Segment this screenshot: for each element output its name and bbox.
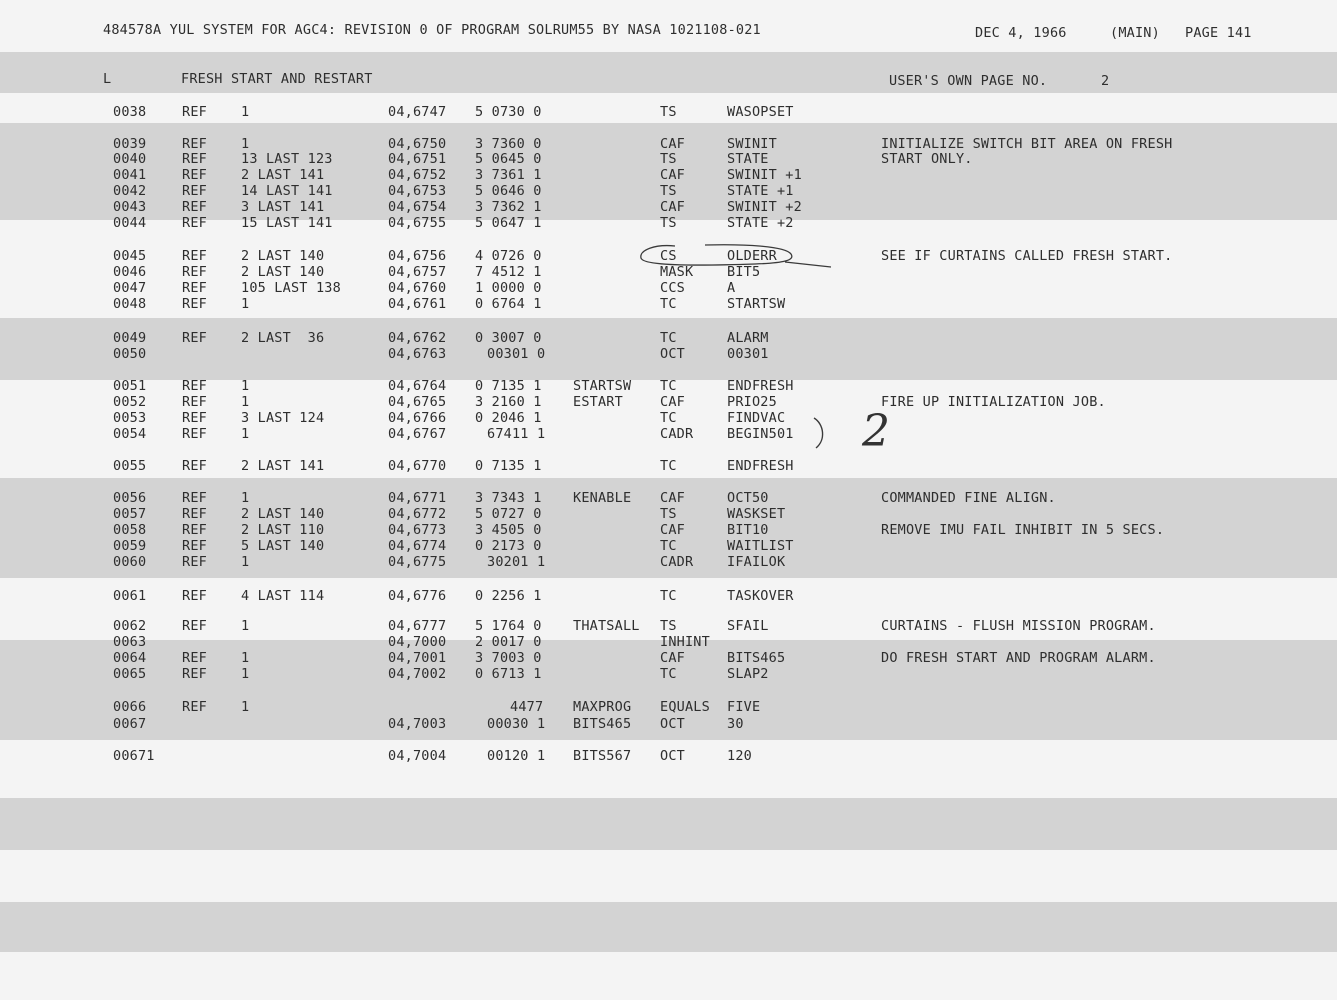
octal-code: 0 2256 1 — [475, 588, 542, 604]
address: 04,6764 — [388, 378, 447, 394]
address: 04,6750 — [388, 136, 447, 152]
line-number: 0055 — [113, 458, 147, 474]
line-number: 0059 — [113, 538, 147, 554]
comment: CURTAINS - FLUSH MISSION PROGRAM. — [881, 618, 1156, 634]
operand: WASOPSET — [727, 104, 794, 120]
octal-code: 5 1764 0 — [475, 618, 542, 634]
handwritten-number: 2 — [862, 406, 891, 457]
ref-keyword: REF — [182, 167, 207, 183]
line-number: 0067 — [113, 716, 147, 732]
operand: 00301 — [727, 346, 769, 362]
ref-count: 1 — [241, 618, 250, 634]
ref-count: 2 LAST 141 — [241, 167, 325, 183]
operand: STATE — [727, 151, 769, 167]
address: 04,7004 — [388, 748, 447, 764]
address: 04,6757 — [388, 264, 447, 280]
operand: STARTSW — [727, 296, 786, 312]
operand: PRIO25 — [727, 394, 777, 410]
ref-count: 1 — [241, 104, 250, 120]
opcode: TC — [660, 410, 677, 426]
line-number: 0040 — [113, 151, 147, 167]
line-number: 0058 — [113, 522, 147, 538]
opcode: TC — [660, 538, 677, 554]
users-page-number: 2 — [1101, 73, 1110, 89]
ref-count: 1 — [241, 699, 250, 715]
opcode: CAF — [660, 394, 685, 410]
line-number: 0039 — [113, 136, 147, 152]
ref-count: 1 — [241, 426, 250, 442]
ref-keyword: REF — [182, 248, 207, 264]
page-header-page: PAGE 141 — [1185, 25, 1252, 41]
line-number: 0065 — [113, 666, 147, 682]
line-number: 0041 — [113, 167, 147, 183]
line-number: 0062 — [113, 618, 147, 634]
address: 04,6755 — [388, 215, 447, 231]
paper-band — [0, 952, 1337, 1000]
operand: WAITLIST — [727, 538, 794, 554]
line-number: 0052 — [113, 394, 147, 410]
address: 04,6765 — [388, 394, 447, 410]
ref-keyword: REF — [182, 394, 207, 410]
ref-count: 2 LAST 140 — [241, 248, 325, 264]
line-number: 00671 — [113, 748, 155, 764]
octal-code: 3 7361 1 — [475, 167, 542, 183]
octal-code: 0 3007 0 — [475, 330, 542, 346]
comment: COMMANDED FINE ALIGN. — [881, 490, 1056, 506]
opcode: TS — [660, 618, 677, 634]
opcode: TS — [660, 506, 677, 522]
line-number: 0061 — [113, 588, 147, 604]
operand: SWINIT +1 — [727, 167, 802, 183]
ref-count: 1 — [241, 490, 250, 506]
operand: BEGIN501 — [727, 426, 794, 442]
octal-code: 0 6713 1 — [475, 666, 542, 682]
line-number: 0042 — [113, 183, 147, 199]
comment: SEE IF CURTAINS CALLED FRESH START. — [881, 248, 1173, 264]
address: 04,6772 — [388, 506, 447, 522]
address: 04,7000 — [388, 634, 447, 650]
ref-count: 2 LAST 141 — [241, 458, 325, 474]
operand: FIVE — [727, 699, 761, 715]
octal-code: 00030 1 — [487, 716, 546, 732]
symbol-label: BITS567 — [573, 748, 632, 764]
operand: FINDVAC — [727, 410, 786, 426]
paper-band — [0, 798, 1337, 850]
address: 04,6773 — [388, 522, 447, 538]
ref-count: 14 LAST 141 — [241, 183, 333, 199]
line-number: 0057 — [113, 506, 147, 522]
subheader-title: FRESH START AND RESTART — [181, 71, 373, 87]
line-number: 0060 — [113, 554, 147, 570]
octal-code: 00120 1 — [487, 748, 546, 764]
address: 04,7001 — [388, 650, 447, 666]
operand: 120 — [727, 748, 752, 764]
operand: STATE +1 — [727, 183, 794, 199]
address: 04,6754 — [388, 199, 447, 215]
line-number: 0054 — [113, 426, 147, 442]
line-number: 0045 — [113, 248, 147, 264]
octal-code: 0 7135 1 — [475, 458, 542, 474]
ref-keyword: REF — [182, 588, 207, 604]
opcode: TS — [660, 151, 677, 167]
ref-count: 1 — [241, 666, 250, 682]
operand: BITS465 — [727, 650, 786, 666]
opcode: TS — [660, 183, 677, 199]
ref-count: 13 LAST 123 — [241, 151, 333, 167]
comment: FIRE UP INITIALIZATION JOB. — [881, 394, 1106, 410]
address: 04,6747 — [388, 104, 447, 120]
ref-keyword: REF — [182, 666, 207, 682]
octal-code: 5 0730 0 — [475, 104, 542, 120]
octal-code: 4 0726 0 — [475, 248, 542, 264]
opcode: CAF — [660, 136, 685, 152]
symbol-label: MAXPROG — [573, 699, 632, 715]
address: 04,6752 — [388, 167, 447, 183]
ref-count: 1 — [241, 650, 250, 666]
ref-count: 2 LAST 140 — [241, 506, 325, 522]
symbol-label: THATSALL — [573, 618, 640, 634]
opcode: TS — [660, 104, 677, 120]
ref-count: 3 LAST 124 — [241, 410, 325, 426]
line-number: 0066 — [113, 699, 147, 715]
ref-keyword: REF — [182, 426, 207, 442]
comment: DO FRESH START AND PROGRAM ALARM. — [881, 650, 1156, 666]
address: 04,6770 — [388, 458, 447, 474]
opcode: OCT — [660, 346, 685, 362]
operand: BIT5 — [727, 264, 761, 280]
opcode: EQUALS — [660, 699, 710, 715]
octal-code: 5 0727 0 — [475, 506, 542, 522]
address: 04,6771 — [388, 490, 447, 506]
opcode: TC — [660, 330, 677, 346]
ref-keyword: REF — [182, 506, 207, 522]
opcode: TS — [660, 215, 677, 231]
ref-keyword: REF — [182, 183, 207, 199]
ref-count: 1 — [241, 296, 250, 312]
symbol-label: STARTSW — [573, 378, 632, 394]
octal-code: 67411 1 — [487, 426, 546, 442]
operand: OCT50 — [727, 490, 769, 506]
line-number: 0051 — [113, 378, 147, 394]
ref-keyword: REF — [182, 618, 207, 634]
ref-count: 2 LAST 140 — [241, 264, 325, 280]
operand: SFAIL — [727, 618, 769, 634]
opcode: TC — [660, 458, 677, 474]
operand: ENDFRESH — [727, 378, 794, 394]
address: 04,6774 — [388, 538, 447, 554]
line-number: 0056 — [113, 490, 147, 506]
octal-code: 2 0017 0 — [475, 634, 542, 650]
octal-code: 3 7003 0 — [475, 650, 542, 666]
opcode: OCT — [660, 748, 685, 764]
opcode: TC — [660, 378, 677, 394]
ref-count: 4 LAST 114 — [241, 588, 325, 604]
octal-code: 0 2046 1 — [475, 410, 542, 426]
ref-keyword: REF — [182, 522, 207, 538]
line-number: 0053 — [113, 410, 147, 426]
opcode: CAF — [660, 650, 685, 666]
handwritten-bracket-mark — [810, 414, 910, 464]
opcode: CAF — [660, 167, 685, 183]
address: 04,6767 — [388, 426, 447, 442]
octal-code: 5 0646 0 — [475, 183, 542, 199]
operand: A — [727, 280, 736, 296]
ref-keyword: REF — [182, 280, 207, 296]
opcode: CAF — [660, 490, 685, 506]
paper-band — [0, 850, 1337, 902]
ref-count: 3 LAST 141 — [241, 199, 325, 215]
operand: OLDERR — [727, 248, 777, 264]
ref-keyword: REF — [182, 538, 207, 554]
opcode: CAF — [660, 522, 685, 538]
ref-count: 1 — [241, 136, 250, 152]
ref-keyword: REF — [182, 296, 207, 312]
operand: WASKSET — [727, 506, 786, 522]
operand: SWINIT — [727, 136, 777, 152]
ref-keyword: REF — [182, 151, 207, 167]
ref-keyword: REF — [182, 199, 207, 215]
opcode: INHINT — [660, 634, 710, 650]
octal-code: 5 0645 0 — [475, 151, 542, 167]
octal-code: 30201 1 — [487, 554, 546, 570]
address: 04,6777 — [388, 618, 447, 634]
address: 04,6761 — [388, 296, 447, 312]
ref-keyword: REF — [182, 410, 207, 426]
address: 04,6751 — [388, 151, 447, 167]
octal-code: 3 7362 1 — [475, 199, 542, 215]
symbol-label: BITS465 — [573, 716, 632, 732]
operand: SWINIT +2 — [727, 199, 802, 215]
octal-code: 0 6764 1 — [475, 296, 542, 312]
octal-code: 5 0647 1 — [475, 215, 542, 231]
octal-code: 00301 0 — [487, 346, 546, 362]
octal-code: 0 2173 0 — [475, 538, 542, 554]
octal-code: 1 0000 0 — [475, 280, 542, 296]
address: 04,6775 — [388, 554, 447, 570]
octal-code: 3 2160 1 — [475, 394, 542, 410]
ref-count: 2 LAST 36 — [241, 330, 325, 346]
opcode: MASK — [660, 264, 694, 280]
address: 04,6753 — [388, 183, 447, 199]
page-header-section: (MAIN) — [1110, 25, 1160, 41]
opcode: OCT — [660, 716, 685, 732]
octal-code: 0 7135 1 — [475, 378, 542, 394]
ref-keyword: REF — [182, 104, 207, 120]
ref-count: 2 LAST 110 — [241, 522, 325, 538]
ref-keyword: REF — [182, 378, 207, 394]
operand: ENDFRESH — [727, 458, 794, 474]
address: 04,7002 — [388, 666, 447, 682]
line-number: 0038 — [113, 104, 147, 120]
comment: START ONLY. — [881, 151, 973, 167]
operand: IFAILOK — [727, 554, 786, 570]
line-number: 0048 — [113, 296, 147, 312]
opcode: TC — [660, 588, 677, 604]
address: 04,6776 — [388, 588, 447, 604]
address: 04,6756 — [388, 248, 447, 264]
comment: INITIALIZE SWITCH BIT AREA ON FRESH — [881, 136, 1173, 152]
symbol-label: ESTART — [573, 394, 623, 410]
address: 04,6760 — [388, 280, 447, 296]
address: 04,6763 — [388, 346, 447, 362]
line-number: 0046 — [113, 264, 147, 280]
ref-keyword: REF — [182, 264, 207, 280]
line-number: 0043 — [113, 199, 147, 215]
subheader-marker: L — [103, 71, 112, 87]
ref-count: 5 LAST 140 — [241, 538, 325, 554]
octal-code: 3 7343 1 — [475, 490, 542, 506]
operand: SLAP2 — [727, 666, 769, 682]
operand: BIT10 — [727, 522, 769, 538]
page-header-date: DEC 4, 1966 — [975, 25, 1067, 41]
operand: TASKOVER — [727, 588, 794, 604]
opcode: CADR — [660, 426, 694, 442]
operand: STATE +2 — [727, 215, 794, 231]
octal-code: 7 4512 1 — [475, 264, 542, 280]
ref-keyword: REF — [182, 650, 207, 666]
comment: REMOVE IMU FAIL INHIBIT IN 5 SECS. — [881, 522, 1165, 538]
opcode: CAF — [660, 199, 685, 215]
opcode: TC — [660, 666, 677, 682]
line-number: 0049 — [113, 330, 147, 346]
line-number: 0047 — [113, 280, 147, 296]
address: 04,7003 — [388, 716, 447, 732]
opcode: CS — [660, 248, 677, 264]
ref-keyword: REF — [182, 458, 207, 474]
octal-code: 4477 — [510, 699, 544, 715]
address: 04,6762 — [388, 330, 447, 346]
users-page-label: USER'S OWN PAGE NO. — [889, 73, 1048, 89]
line-number: 0050 — [113, 346, 147, 362]
ref-keyword: REF — [182, 136, 207, 152]
operand: ALARM — [727, 330, 769, 346]
ref-count: 1 — [241, 378, 250, 394]
opcode: TC — [660, 296, 677, 312]
opcode: CCS — [660, 280, 685, 296]
line-number: 0064 — [113, 650, 147, 666]
ref-count: 15 LAST 141 — [241, 215, 333, 231]
ref-count: 1 — [241, 394, 250, 410]
ref-keyword: REF — [182, 330, 207, 346]
page-header-title: 484578A YUL SYSTEM FOR AGC4: REVISION 0 OF PROGRAM SOLRUM55 BY NASA 1021108-021 — [103, 22, 761, 38]
octal-code: 3 7360 0 — [475, 136, 542, 152]
ref-keyword: REF — [182, 215, 207, 231]
address: 04,6766 — [388, 410, 447, 426]
handwritten-circle-mark — [635, 240, 835, 274]
operand: 30 — [727, 716, 744, 732]
ref-count: 1 — [241, 554, 250, 570]
opcode: CADR — [660, 554, 694, 570]
ref-keyword: REF — [182, 554, 207, 570]
line-number: 0063 — [113, 634, 147, 650]
ref-keyword: REF — [182, 490, 207, 506]
line-number: 0044 — [113, 215, 147, 231]
symbol-label: KENABLE — [573, 490, 632, 506]
ref-count: 105 LAST 138 — [241, 280, 341, 296]
paper-band — [0, 902, 1337, 952]
octal-code: 3 4505 0 — [475, 522, 542, 538]
ref-keyword: REF — [182, 699, 207, 715]
